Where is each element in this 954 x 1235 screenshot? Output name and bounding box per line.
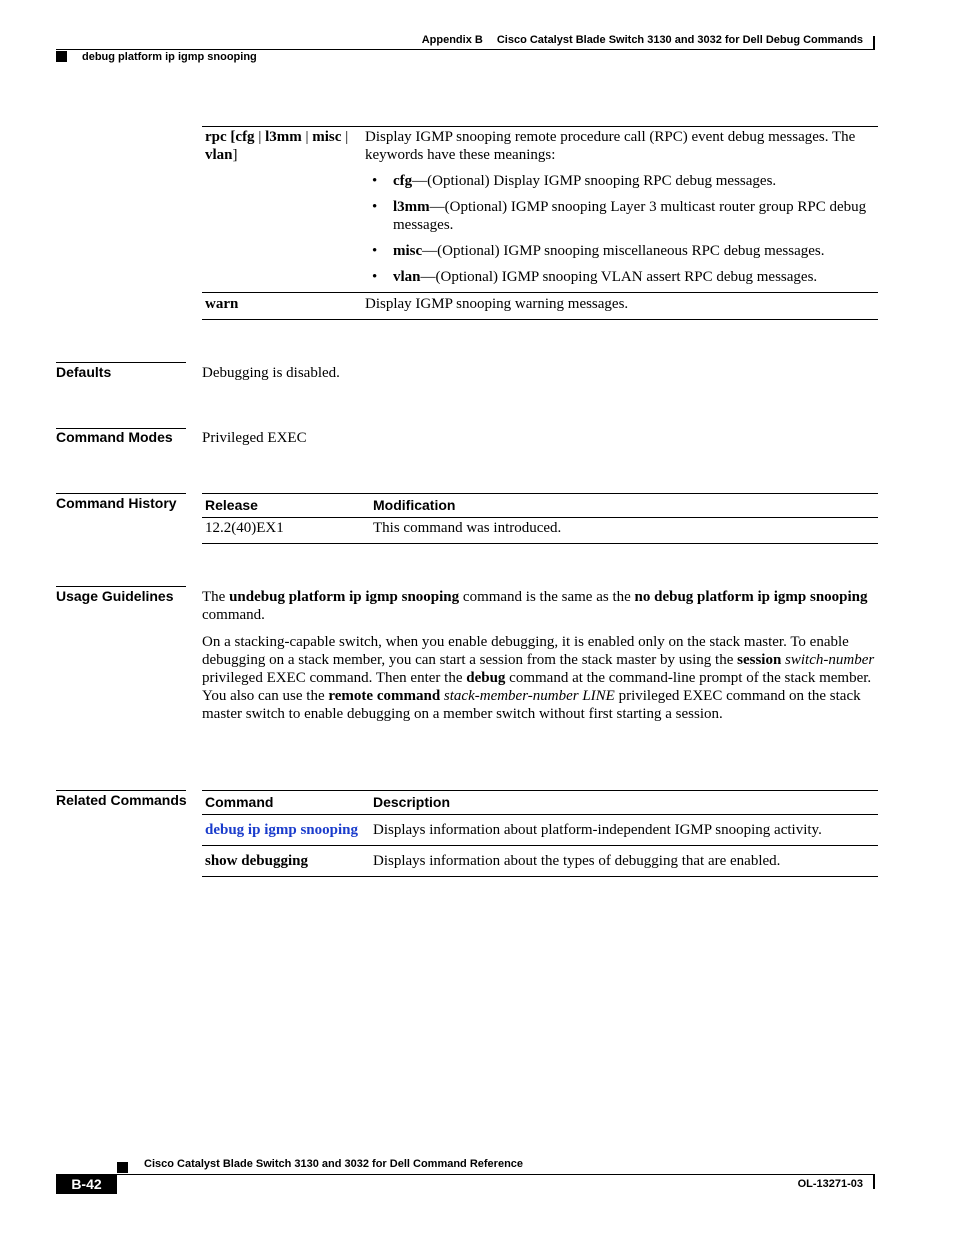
command-history-table: [202, 493, 878, 544]
section-rule: [56, 790, 186, 791]
list-item: • misc—(Optional) IGMP snooping miscellaneous RPC debug messages.: [365, 242, 875, 260]
header-marker: [56, 51, 67, 62]
modification-cell: This command was introduced.: [373, 520, 562, 536]
keyword-row-warn: [202, 293, 878, 320]
usage-guidelines-body: [202, 588, 878, 732]
usage-paragraph-1: The undebug platform ip igmp snooping command is the same as the no debug platform ip igmp snooping command.: [202, 589, 868, 623]
list-item: • vlan—(Optional) IGMP snooping VLAN assert RPC debug messages.: [365, 268, 875, 286]
table-header-row: [202, 494, 878, 518]
page-number: B-42: [56, 1174, 117, 1194]
column-header-release: Release: [202, 494, 370, 518]
table-row: [202, 518, 878, 544]
rpc-description-text: Display IGMP snooping remote procedure call (RPC) event debug messages. The keywords have these meanings:: [365, 129, 856, 163]
chapter-title: Cisco Catalyst Blade Switch 3130 and 3032 for Dell Debug Commands: [496, 34, 863, 46]
keyword-rpc: rpc [cfg | l3mm | misc | vlan]: [205, 129, 349, 163]
command-cell: [202, 815, 370, 846]
section-title-defaults: Defaults: [56, 364, 112, 380]
section-title-usage-guidelines: Usage Guidelines: [56, 588, 174, 604]
section-title-command-modes: Command Modes: [56, 429, 173, 445]
section-rule: [56, 362, 186, 363]
command-cell: show debugging: [202, 846, 370, 877]
defaults-text: Debugging is disabled.: [202, 365, 340, 381]
section-title-command-history: Command History: [56, 495, 177, 511]
header-rule: [56, 49, 875, 50]
footer-marker: [117, 1162, 128, 1173]
footer-rule: [117, 1174, 875, 1175]
keyword-warn-description: Display IGMP snooping warning messages.: [362, 293, 878, 320]
keyword-table: [202, 126, 878, 320]
command-modes-text: Privileged EXEC: [202, 430, 307, 446]
column-header-command: Command: [202, 791, 370, 815]
list-item: • cfg—(Optional) Display IGMP snooping RPC debug messages.: [365, 172, 875, 190]
header-command: debug platform ip igmp snooping: [82, 51, 257, 63]
column-header-description: Description: [370, 791, 878, 815]
document-id: OL-13271-03: [797, 1178, 863, 1190]
description-cell: Displays information about the types of debugging that are enabled.: [370, 846, 878, 877]
footer-bar: [873, 1175, 875, 1189]
usage-paragraph-2: On a stacking-capable switch, when you enable debugging, it is enabled only on the stack master. To enable debugging on a stack member, you can start a session from the stack master by using the session switch-number privileged EXEC command. Then enter the debug command at the command-line prompt of the stack member. You also can use the remote command stack-member-number LINE privileged EXEC command on the stack master switch to enable debugging on a member switch without first starting a session.: [202, 634, 875, 722]
table-row: [202, 815, 878, 846]
debug-ip-igmp-snooping-link[interactable]: debug ip igmp snooping: [205, 822, 358, 838]
table-row: [202, 846, 878, 877]
description-cell: Displays information about platform-independent IGMP snooping activity.: [373, 822, 822, 838]
keyword-row-rpc: [202, 127, 878, 293]
section-rule: [56, 493, 186, 494]
table-header-row: [202, 791, 878, 815]
release-cell: 12.2(40)EX1: [205, 520, 284, 536]
section-rule: [56, 586, 186, 587]
footer-title: Cisco Catalyst Blade Switch 3130 and 3032 for Dell Command Reference: [144, 1158, 524, 1170]
section-title-related-commands: Related Commands: [56, 792, 187, 808]
keyword-rpc-description: [362, 127, 878, 293]
list-item: • l3mm—(Optional) IGMP snooping Layer 3 multicast router group RPC debug messages.: [365, 198, 875, 234]
related-commands-table: [202, 790, 878, 877]
header-bar: [873, 36, 875, 50]
rpc-keyword-list: [365, 172, 875, 286]
running-header: [300, 34, 863, 46]
column-header-modification: Modification: [370, 494, 878, 518]
keyword-warn: warn: [202, 293, 362, 320]
appendix-label: Appendix B: [421, 34, 483, 46]
